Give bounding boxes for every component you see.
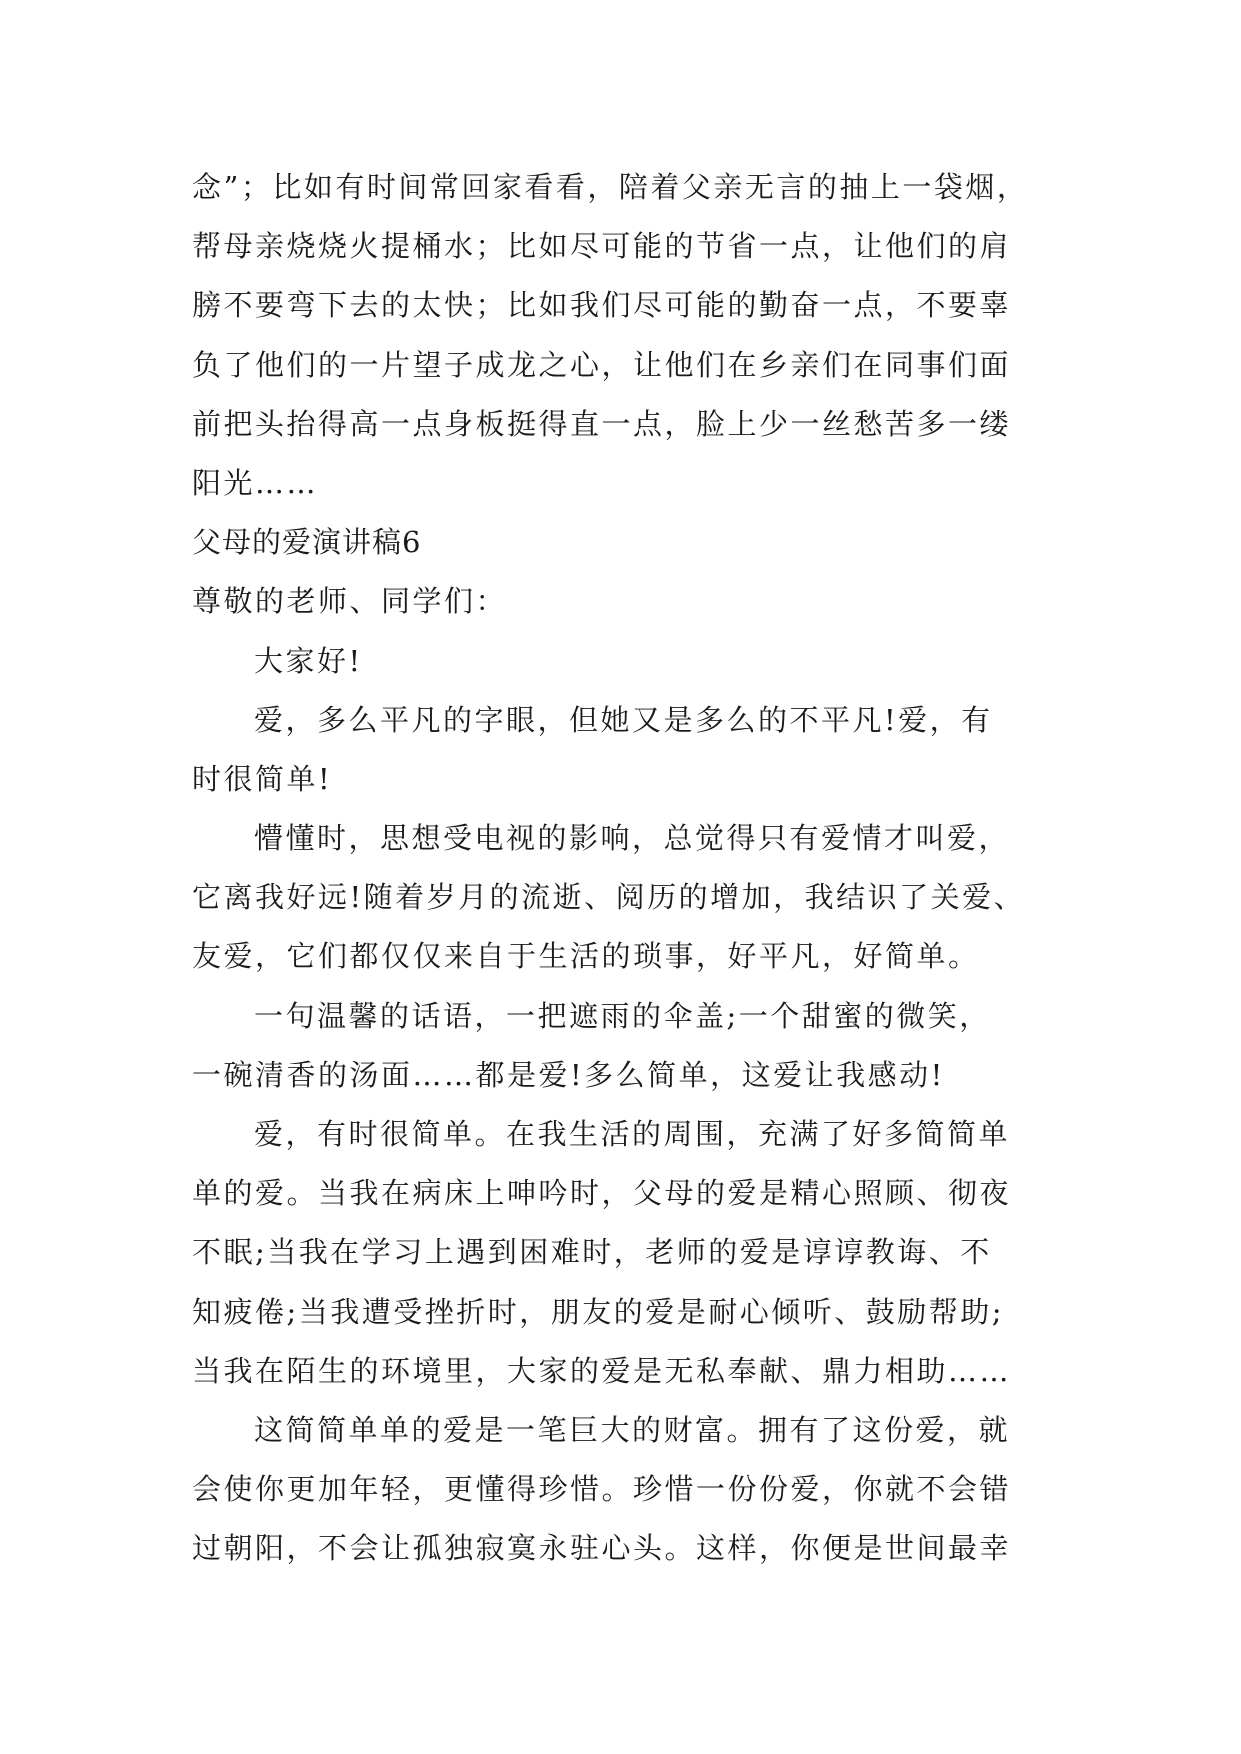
paragraph [192,809,1054,987]
salutation: 尊敬的老师、同学们： [192,584,508,619]
text-line: 过朝阳，不会让孤独寂寞永驻心头。这样，你便是世间最幸 [192,1531,1012,1566]
text-line: 帮母亲烧烧火提桶水；比如尽可能的节省一点，让他们的肩 [192,229,1012,264]
text-line: 知疲倦;当我遭受挫折时，朋友的爱是耐心倾听、鼓励帮助; [192,1294,1005,1329]
section-title: 父母的爱演讲稿6 [192,525,422,560]
text-line: 一句温馨的话语，一把遮雨的伞盖;一个甜蜜的微笑， [254,998,991,1033]
text-line: 它离我好远!随着岁月的流逝、阅历的增加，我结识了关爱、 [192,880,1026,915]
text-line: 念”；比如有时间常回家看看，陪着父亲无言的抽上一袋烟， [192,170,1029,204]
paragraph [192,987,1054,1105]
text-line: 当我在陌生的环境里，大家的爱是无私奉献、鼎力相助…… [192,1353,1012,1388]
document-body [192,158,1054,1579]
continued-paragraph [192,158,1054,513]
text-line: 膀不要弯下去的太快；比如我们尽可能的勤奋一点，不要辜 [192,288,1012,323]
text-line: 不眠;当我在学习上遇到困难时，老师的爱是谆谆教诲、不 [192,1235,992,1270]
text-line: 会使你更加年轻，更懂得珍惜。珍惜一份份爱，你就不会错 [192,1472,1012,1507]
text-line: 爱，多么平凡的字眼，但她又是多么的不平凡!爱，有 [254,702,993,737]
text-line: 前把头抬得高一点身板挺得直一点，脸上少一丝愁苦多一缕 [192,406,1012,441]
text-line: 负了他们的一片望子成龙之心，让他们在乡亲们在同事们面 [192,347,1012,382]
text-line: 单的爱。当我在病床上呻吟时，父母的爱是精心照顾、彻夜 [192,1176,1012,1211]
text-line: 阳光…… [192,465,319,500]
text-line: 时很简单! [192,761,333,796]
paragraph [192,1105,1054,1401]
paragraph [192,691,1054,809]
text-line: 懵懂时，思想受电视的影响，总觉得只有爱情才叫爱， [254,821,1011,856]
paragraph [192,1401,1054,1579]
text-line: 友爱，它们都仅仅来自于生活的琐事，好平凡，好简单。 [192,939,980,974]
text-line: 爱，有时很简单。在我生活的周围，充满了好多简简单 [254,1117,1011,1151]
text-line: 这简简单单的爱是一笔巨大的财富。拥有了这份爱，就 [254,1412,1011,1447]
text-line: 一碗清香的汤面……都是爱!多么简单，这爱让我感动! [192,1057,945,1092]
greeting: 大家好! [254,643,363,678]
